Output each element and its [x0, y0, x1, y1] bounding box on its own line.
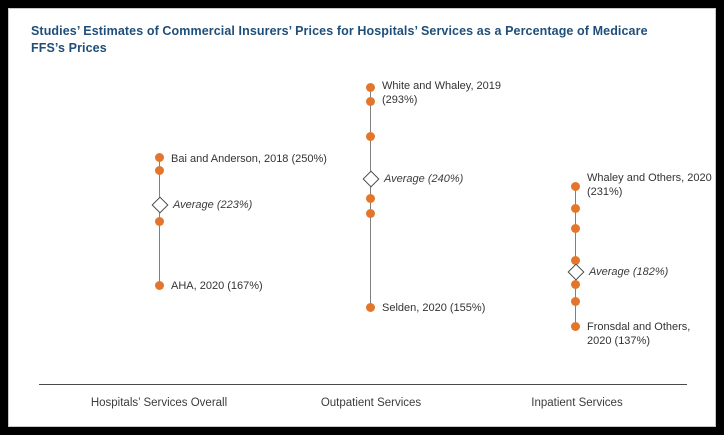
plot-area — [9, 9, 716, 427]
axis-label-group2: Outpatient Services — [320, 397, 422, 409]
data-point — [366, 209, 375, 218]
axis-label-group3: Inpatient Services — [531, 397, 623, 409]
x-axis-line — [39, 384, 687, 385]
average-marker-group2 — [363, 171, 380, 188]
data-point — [155, 166, 164, 175]
data-point — [571, 322, 580, 331]
average-marker-group1 — [152, 197, 169, 214]
data-point — [366, 83, 375, 92]
data-point — [155, 217, 164, 226]
data-point — [571, 224, 580, 233]
label-group2-bottom: Selden, 2020 (155%) — [382, 302, 486, 314]
data-point — [571, 297, 580, 306]
data-point — [366, 132, 375, 141]
label-group1-bottom: AHA, 2020 (167%) — [171, 280, 263, 292]
data-point — [155, 153, 164, 162]
chart-frame — [8, 8, 716, 427]
chart-title: Studies’ Estimates of Commercial Insurers’ Prices for Hospitals’ Services as a Percentage of Medicare FFS’s Prices — [31, 24, 648, 55]
axis-label-group1: Hospitals’ Services Overall — [90, 397, 228, 409]
average-marker-group3 — [568, 264, 585, 281]
data-point — [366, 194, 375, 203]
label-group3-top: Whaley and Others, 2020 (231%) — [587, 172, 712, 198]
label-group1-average: Average (223%) — [173, 199, 253, 211]
label-group2-top: White and Whaley, 2019 (293%) — [382, 80, 502, 106]
label-group1-top: Bai and Anderson, 2018 (250%) — [171, 153, 327, 165]
label-group3-bottom: Fronsdal and Others, 2020 (137%) — [587, 321, 691, 347]
data-point — [155, 281, 164, 290]
label-group2-average: Average (240%) — [384, 173, 464, 185]
data-point — [366, 97, 375, 106]
label-group3-average: Average (182%) — [589, 266, 669, 278]
data-point — [571, 280, 580, 289]
data-point — [366, 303, 375, 312]
data-point — [571, 182, 580, 191]
data-point — [571, 204, 580, 213]
